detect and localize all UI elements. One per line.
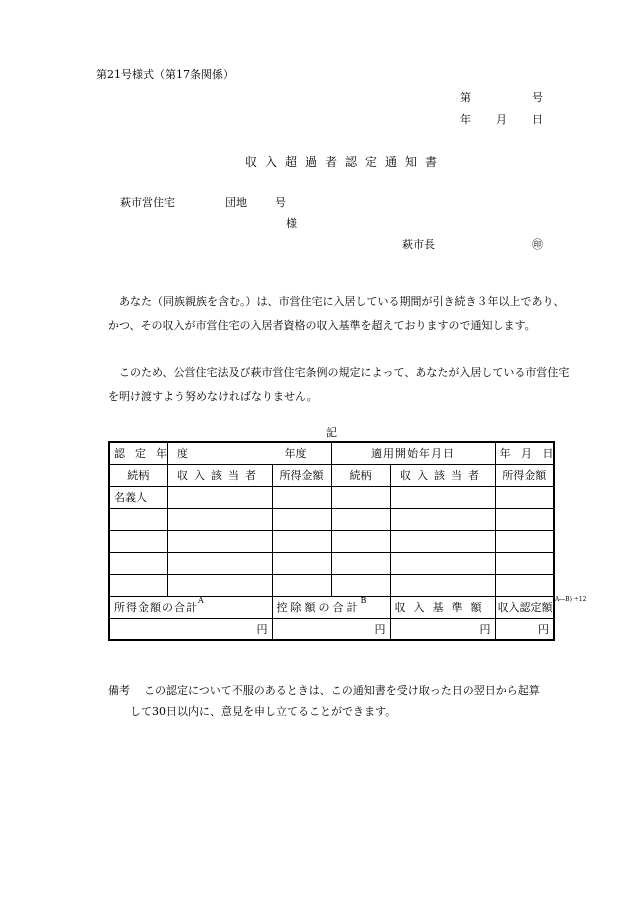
paragraph-1: あなた（同族親族を含む。）は、市営住宅に入居している期間が引き続き３年以上であり、かつ、その収入が市営住宅の入居者資格の収入基準を超えておりますので通知します。 [108, 295, 565, 332]
total-a-label: 所得金額の合計$^A$ [109, 596, 272, 618]
header-income-2: 所得金額 [495, 464, 554, 486]
empty-cell [495, 574, 554, 596]
empty-cell [390, 486, 495, 508]
empty-cell [272, 552, 331, 574]
deduct-b-label: 控除額の合計$^B$ [272, 596, 390, 618]
empty-cell [109, 574, 167, 596]
empty-cell [167, 530, 272, 552]
nintei-nendo-label: 認定年度 [109, 442, 167, 464]
date-year: 年 [460, 113, 471, 126]
table-row [109, 530, 554, 552]
empty-cell [390, 552, 495, 574]
empty-cell [495, 530, 554, 552]
table-row [109, 486, 554, 508]
deduct-b-yen: 円 [272, 618, 390, 640]
empty-cell [331, 486, 390, 508]
issuer-name: 萩市長 [402, 238, 435, 251]
addressee-go: 号 [275, 196, 286, 209]
table-row [109, 508, 554, 530]
seal-mark: ㊞ [532, 238, 543, 251]
empty-cell [331, 508, 390, 530]
empty-cell [109, 530, 167, 552]
empty-cell [495, 552, 554, 574]
empty-cell [390, 530, 495, 552]
header-earner-2: 収入該当者 [390, 464, 495, 486]
table-row [109, 442, 554, 464]
empty-cell [167, 552, 272, 574]
empty-cell [109, 552, 167, 574]
totals-value-row [109, 618, 554, 640]
income-table [108, 441, 587, 641]
empty-cell [331, 574, 390, 596]
ki-mark: 記 [326, 426, 337, 439]
date-day: 日 [532, 113, 543, 126]
empty-cell [331, 530, 390, 552]
empty-cell [167, 486, 272, 508]
number-go: 号 [532, 91, 543, 104]
empty-cell [495, 508, 554, 530]
tekiyo-label: 適用開始年月日 [331, 442, 495, 464]
remarks-line-1: この認定について不服のあるときは、この通知書を受け取った日の翌日から起算 [144, 684, 540, 697]
empty-cell [272, 574, 331, 596]
remarks-line-2: して30日以内に、意見を申し立てることができます。 [130, 705, 397, 718]
addressee-sama: 様 [286, 217, 297, 230]
empty-cell [272, 530, 331, 552]
total-a-yen: 円 [109, 618, 272, 640]
empty-cell [109, 508, 167, 530]
header-earner-1: 収入該当者 [167, 464, 272, 486]
nintei-label: 収入認定額$^{(A―B) \div 12}$ [495, 596, 554, 618]
header-relation-2: 続柄 [331, 464, 390, 486]
addressee-housing: 萩市営住宅 [120, 196, 175, 209]
form-id: 第21号様式（第17条関係） [96, 68, 234, 81]
empty-cell [167, 508, 272, 530]
nintei-yen: 円 [495, 618, 554, 640]
table-row [109, 574, 554, 596]
empty-cell [167, 574, 272, 596]
empty-cell [272, 508, 331, 530]
date-month: 月 [496, 113, 507, 126]
empty-cell [331, 552, 390, 574]
table-header-row [109, 464, 554, 486]
header-income-1: 所得金額 [272, 464, 331, 486]
document-title: 収入超過者認定通知書 [245, 155, 446, 169]
nendo-cell: 年度 [167, 442, 331, 464]
remarks-label: 備考 [108, 684, 130, 697]
kijun-yen: 円 [390, 618, 495, 640]
paragraph-2: このため、公営住宅法及び萩市営住宅条例の規定によって、あなたが入居している市営住宅を明け渡すよう努めなければなりません。 [108, 366, 570, 403]
totals-label-row [109, 596, 554, 618]
number-dai: 第 [460, 91, 471, 104]
empty-cell [390, 508, 495, 530]
first-row-relation: 名義人 [109, 486, 167, 508]
kijun-label: 収入基準額 [390, 596, 495, 618]
empty-cell [272, 486, 331, 508]
table-row [109, 552, 554, 574]
empty-cell [495, 486, 554, 508]
addressee-danchi: 団地 [225, 196, 247, 209]
header-relation-1: 続柄 [109, 464, 167, 486]
tekiyo-date: 年 月 日 [495, 442, 554, 464]
empty-cell [390, 574, 495, 596]
